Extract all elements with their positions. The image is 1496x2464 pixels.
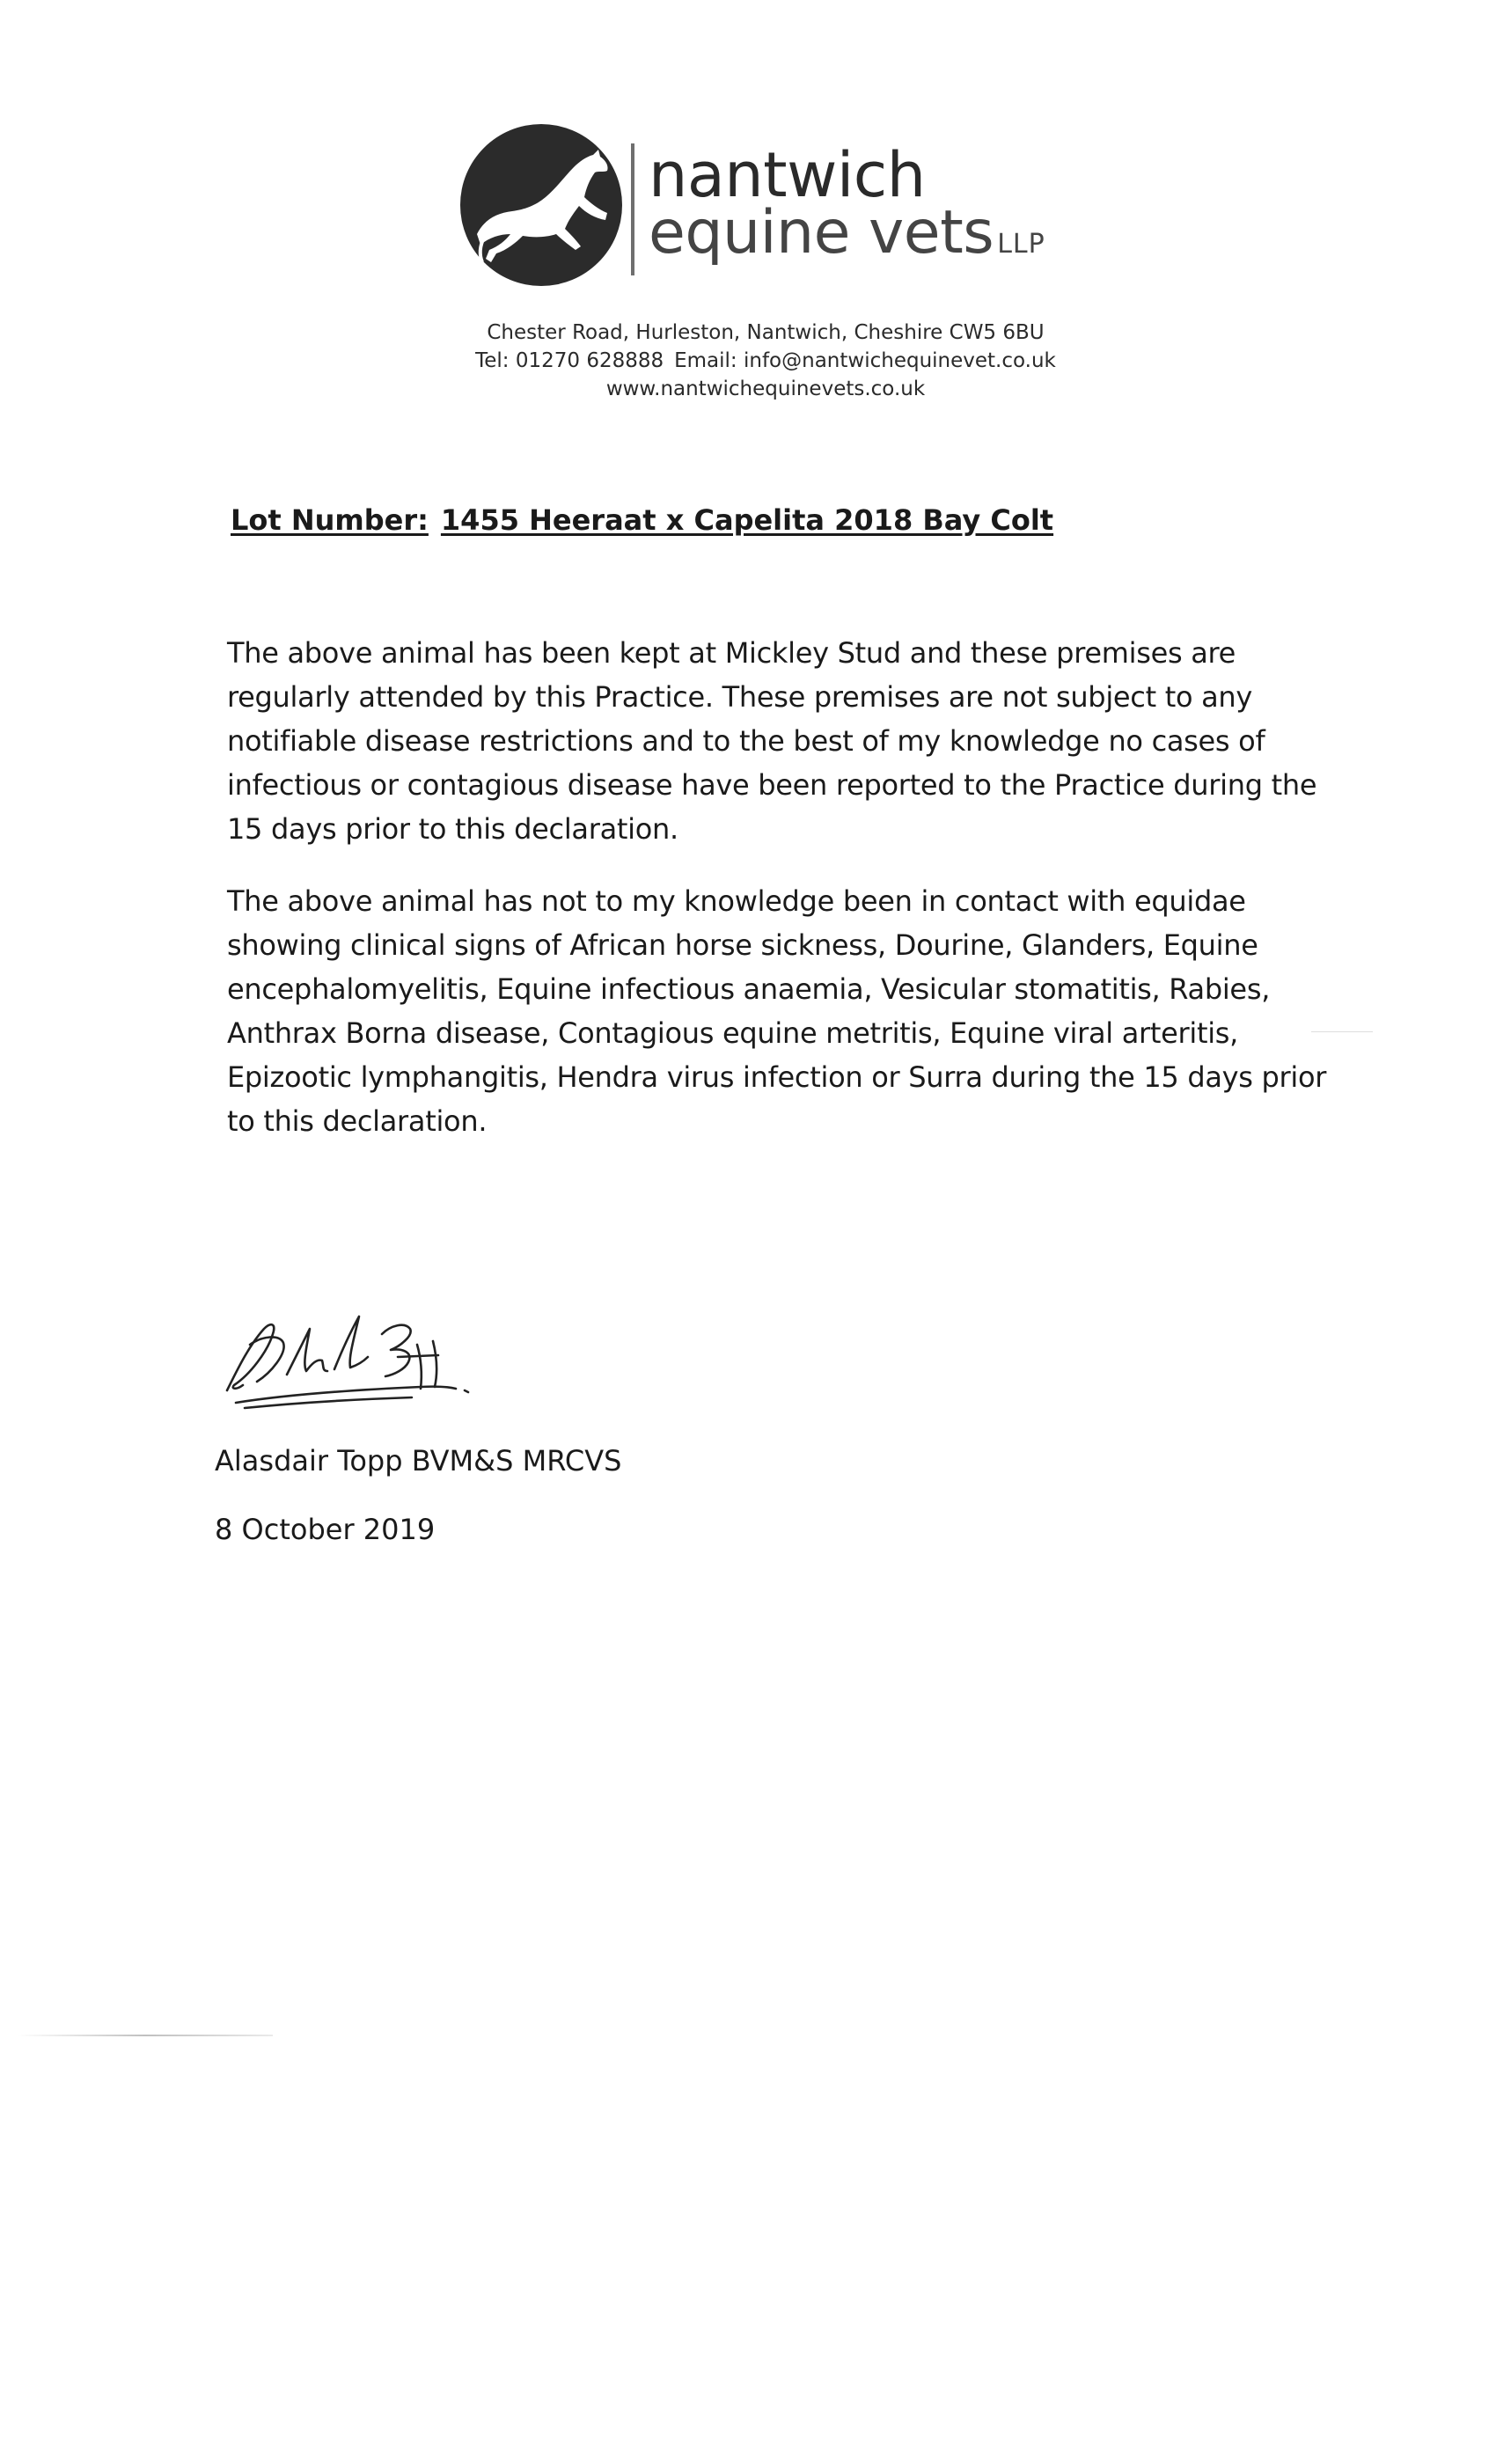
scan-artifact-line: [18, 2035, 273, 2036]
signatory-name: Alasdair Topp BVM&S MRCVS: [215, 1444, 622, 1478]
paragraph2-line: showing clinical signs of African horse sickness, Dourine, Glanders, Equine: [227, 928, 1258, 962]
address-line: Chester Road, Hurleston, Nantwich, Cheshire CW5 6BU: [487, 321, 1045, 344]
paragraph1-line: infectious or contagious disease have been reported to the Practice during the: [227, 768, 1317, 802]
paragraph2-line: The above animal has not to my knowledge been in contact with equidae: [227, 884, 1246, 918]
paragraph2-line: to this declaration.: [227, 1104, 488, 1138]
paragraph2-line: encephalomyelitis, Equine infectious anaemia, Vesicular stomatitis, Rabies,: [227, 972, 1271, 1006]
lot-value: 1455 Heeraat x Capelita 2018 Bay Colt: [440, 503, 1054, 537]
contact-line: [370, 347, 1162, 375]
website-link[interactable]: www.nantwichequinevets.co.uk: [605, 378, 926, 400]
jumping-horse-icon: [458, 121, 625, 289]
paragraph1-line: 15 days prior to this declaration.: [227, 812, 678, 846]
telephone: Tel: 01270 628888: [475, 349, 664, 372]
paragraph2-line: Anthrax Borna disease, Contagious equine metritis, Equine viral arteritis,: [227, 1016, 1239, 1050]
company-suffix: LLP: [997, 229, 1045, 260]
company-name-main: equine vets: [649, 198, 994, 268]
signature-icon: [218, 1294, 482, 1417]
paragraph1-line: notifiable disease restrictions and to the best of my knowledge no cases of: [227, 724, 1265, 758]
paragraph2-line: Epizootic lymphangitis, Hendra virus infection or Surra during the 15 days prior: [227, 1060, 1327, 1094]
scan-artifact-line: [1311, 1031, 1373, 1032]
logo-divider: [631, 143, 634, 275]
lot-label: Lot Number:: [231, 503, 429, 537]
email[interactable]: Email: info@nantwichequinevet.co.uk: [674, 349, 1056, 372]
company-name-line2: [649, 198, 1045, 275]
declaration-date: 8 October 2019: [215, 1513, 436, 1546]
paragraph1-line: regularly attended by this Practice. These premises are not subject to any: [227, 680, 1253, 714]
lot-heading: [231, 503, 1053, 537]
paragraph1-line: The above animal has been kept at Mickley Stud and these premises are: [227, 636, 1236, 670]
company-name-line1: nantwich: [649, 139, 926, 211]
letterhead: [458, 121, 1074, 297]
